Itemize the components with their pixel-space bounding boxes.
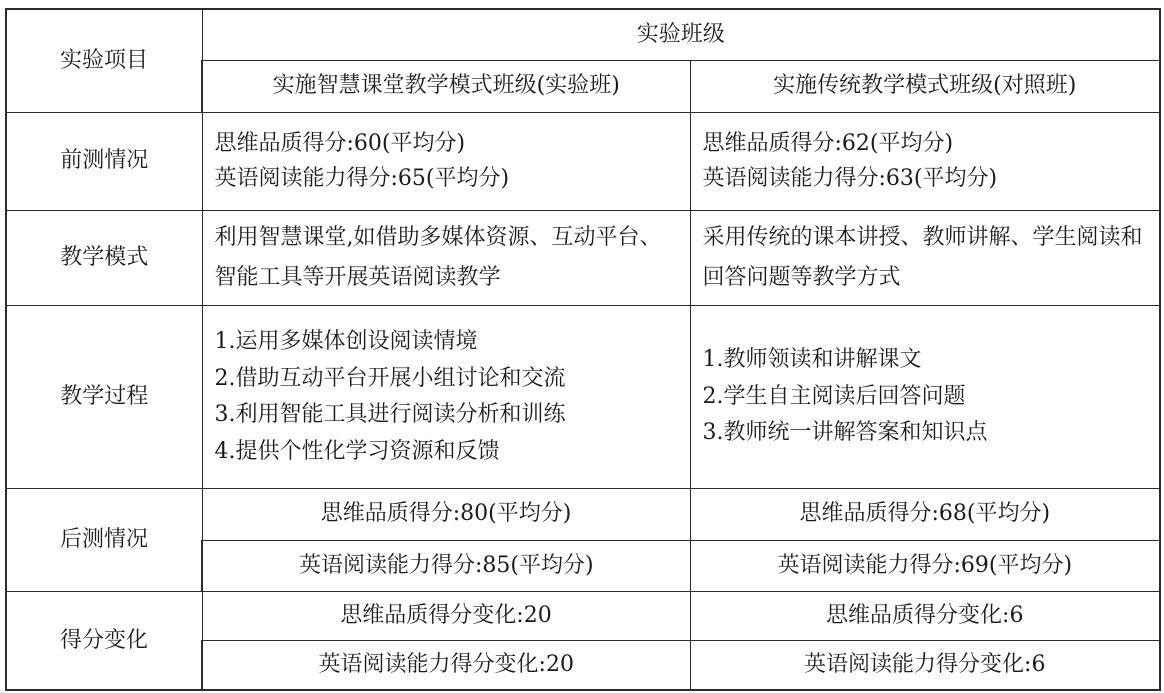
process-ctl-step-1: 1.教师领读和讲解课文: [702, 347, 922, 373]
process-exp-step-3: 3.利用智能工具进行阅读分析和训练: [214, 402, 566, 427]
process-control-cell: [690, 305, 1160, 488]
pretest-ctl-thinking: 思维品质得分:62(平均分): [702, 130, 954, 156]
posttest-row-1: [6, 488, 1160, 540]
header-group-cell: 实验班级: [202, 9, 1160, 60]
mode-exp-text: 利用智慧课堂,如借助多媒体资源、互动平台、智能工具等开展英语阅读教学: [214, 224, 662, 290]
change-ctl-reading: 英语阅读能力得分变化:6: [690, 640, 1160, 690]
process-row: [6, 305, 1160, 488]
header-experimental-cell: 实施智慧课堂教学模式班级(实验班): [202, 60, 690, 112]
pretest-label: 前测情况: [6, 112, 202, 210]
mode-control-cell: [690, 210, 1160, 305]
posttest-ctl-thinking: 思维品质得分:68(平均分): [690, 488, 1160, 540]
change-exp-reading: 英语阅读能力得分变化:20: [202, 640, 690, 690]
experiment-comparison-table: [5, 8, 1161, 691]
process-exp-step-1: 1.运用多媒体创设阅读情境: [214, 329, 478, 354]
comparison-table-container: [5, 8, 1159, 689]
pretest-exp-thinking: 思维品质得分:60(平均分): [214, 130, 466, 156]
header-row-1: [6, 9, 1160, 60]
pretest-control-cell: [690, 112, 1160, 210]
change-row-1: [6, 591, 1160, 640]
change-label: 得分变化: [6, 591, 202, 690]
mode-row: [6, 210, 1160, 305]
posttest-ctl-reading: 英语阅读能力得分:69(平均分): [690, 540, 1160, 591]
process-ctl-step-3: 3.教师统一讲解答案和知识点: [702, 420, 988, 446]
header-item-cell: 实验项目: [6, 9, 202, 112]
mode-label: 教学模式: [6, 210, 202, 305]
mode-ctl-text: 采用传统的课本讲授、教师讲解、学生阅读和回答问题等教学方式: [702, 224, 1143, 290]
pretest-exp-reading: 英语阅读能力得分:65(平均分): [214, 166, 510, 191]
header-control-cell: 实施传统教学模式班级(对照班): [690, 60, 1160, 112]
posttest-label: 后测情况: [6, 488, 202, 591]
process-exp-step-4: 4.提供个性化学习资源和反馈: [214, 438, 500, 464]
mode-experimental-cell: [202, 210, 690, 305]
pretest-experimental-cell: [202, 112, 690, 210]
process-exp-step-2: 2.借助互动平台开展小组讨论和交流: [214, 365, 566, 391]
process-experimental-cell: [202, 305, 690, 488]
pretest-ctl-reading: 英语阅读能力得分:63(平均分): [702, 166, 998, 191]
change-exp-thinking: 思维品质得分变化:20: [202, 591, 690, 640]
process-ctl-step-2: 2.学生自主阅读后回答问题: [702, 383, 966, 409]
posttest-exp-thinking: 思维品质得分:80(平均分): [202, 488, 690, 540]
process-label: 教学过程: [6, 305, 202, 488]
posttest-exp-reading: 英语阅读能力得分:85(平均分): [202, 540, 690, 591]
pretest-row: [6, 112, 1160, 210]
change-ctl-thinking: 思维品质得分变化:6: [690, 591, 1160, 640]
